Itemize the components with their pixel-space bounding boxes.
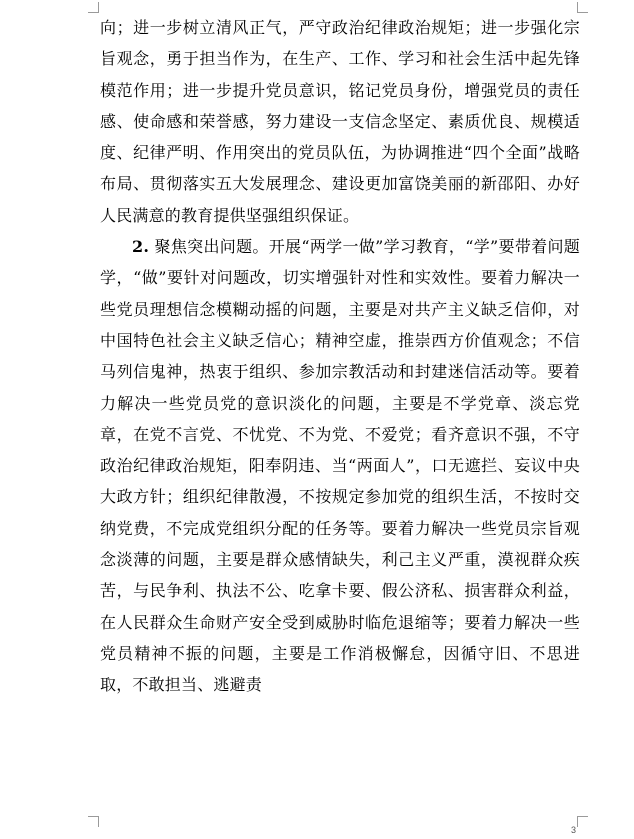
paragraph-continued: 向；进一步树立清风正气，严守政治纪律政治规矩；进一步强化宗旨观念，勇于担当作为，在生产、工作、学习和社会生活中起先锋模范作用；进一步提升党员意识，铭记党员身份，增强党员的责任感、使命感和荣誉感，努力建设一支信念坚定、素质优良、规模适度、纪律严明、作用突出的党员队伍，为协调推进“四个全面”战略布局、贯彻落实五大发展理念、建设更加富饶美丽的新邵阳、办好人民满意的教育提供坚强组织保证。 [100,18,580,225]
paragraph-section-2 [100,231,580,700]
document-body [100,12,580,701]
margin-corner-mark [577,816,588,827]
margin-corner-mark [88,816,99,827]
page-number: 3 [571,825,577,835]
section-number: 2. [132,237,150,257]
section-body: 聚焦突出问题。开展“两学一做”学习教育，“学”要带着问题学，“做”要针对问题改，切实增强针对性和实效性。要着力解决一些党员理想信念模糊动摇的问题，主要是对共产主义缺乏信仰，对中国特色社会主义缺乏信心；精神空虚，推崇西方价值观念；不信马列信鬼神，热衷于组织、参加宗教活动和封建迷信活动等。要着力解决一些党员党的意识淡化的问题，主要是不学党章、淡忘党章，在党不言党、不忧党、不为党、不爱党；看齐意识不强，不守政治纪律政治规矩，阳奉阴违、当“两面人”，口无遮拦、妄议中央大政方针；组织纪律散漫，不按规定参加党的组织生活，不按时交纳党费，不完成党组织分配的任务等。要着力解决一些党员宗旨观念淡薄的问题，主要是群众感情缺失，利己主义严重，漠视群众疾苦，与民争利、执法不公、吃拿卡要、假公济私、损害群众利益，在人民群众生命财产安全受到威胁时临危退缩等；要着力解决一些党员精神不振的问题，主要是工作消极懈怠，因循守旧、不思进取，不敢担当、逃避责 [100,237,580,695]
margin-corner-mark [88,2,99,13]
